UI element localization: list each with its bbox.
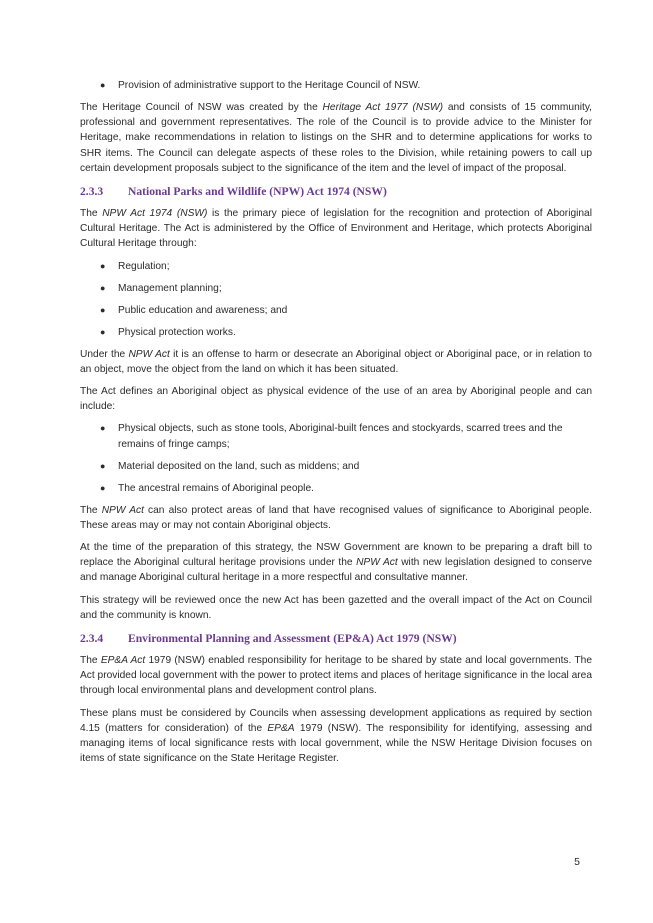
list-item [80, 421, 592, 451]
npw-paragraph-1: The NPW Act 1974 (NSW) is the primary piece of legislation for the recognition and protection of Aboriginal Cultural Heritage. The Act is administered by the Office of Environment and Heritage, which protects Aboriginal Cultural Heritage through: [80, 208, 592, 250]
section-heading-2-3-3 [80, 184, 592, 199]
list-item [80, 303, 592, 318]
bullet-icon: ● [100, 80, 106, 90]
epa-paragraph-2: These plans must be considered by Councils when assessing development applications as required by section 4.15 (matters for consideration) of the EP&A 1979 (NSW). The responsibility for identifying, assessing and managing items of local significance rests with local government, while the NSW Heritage Division focuses on items of state significance on the State Heritage Register. [80, 707, 592, 765]
list-item-text: Provision of administrative support to the Heritage Council of NSW. [118, 80, 421, 91]
act-reference: NPW Act [128, 348, 170, 360]
section-title: Environmental Planning and Assessment (EP&A) Act 1979 (NSW) [128, 632, 457, 646]
act-reference: NPW Act [101, 504, 144, 516]
list-item-text: Public education and awareness; and [118, 304, 288, 316]
act-reference: EP&A Act [100, 655, 146, 667]
bullet-icon: ● [100, 282, 106, 293]
bullet-icon: ● [100, 326, 106, 337]
section-title: National Parks and Wildlife (NPW) Act 1974 (NSW) [128, 185, 387, 199]
act-reference: EP&A [267, 722, 295, 734]
section-number: 2.3.4 [80, 632, 104, 646]
epa-paragraph-1: The EP&A Act 1979 (NSW) enabled responsibility for heritage to be shared by state and local governments. The Act provided local government with the power to protect items and places of heritage significance in the local area through local environmental plans and development control plans. [80, 655, 592, 697]
npw-protection-list [80, 259, 592, 340]
act-reference: Heritage Act 1977 (NSW) [322, 102, 444, 113]
list-item [80, 481, 592, 496]
list-item [80, 78, 592, 93]
list-item [80, 459, 592, 474]
heritage-council-paragraph: The Heritage Council of NSW was created by the Heritage Act 1977 (NSW) and consists of 15 community, professional and government representatives. The role of the Council is to provide advice to the Minister for Heritage, make recommendations in relation to listings on the SHR and to determine applications for works to SHR items. The Council can delegate aspects of these roles to the Division, while retaining powers to call up certain development proposals subject to the significance of the item and the level of impact of the proposal. [80, 102, 592, 174]
intro-bullet-list [80, 78, 592, 93]
bullet-icon: ● [100, 304, 106, 315]
page-number: 5 [574, 856, 580, 868]
npw-paragraph-3: The Act defines an Aboriginal object as physical evidence of the use of an area by Aboriginal people and can include: [80, 386, 592, 413]
list-item [80, 325, 592, 340]
bullet-icon: ● [100, 460, 106, 471]
bullet-icon: ● [100, 260, 106, 271]
npw-paragraph-4: The NPW Act can also protect areas of land that have recognised values of significance to Aboriginal people. These areas may or may not contain Aboriginal objects. [80, 504, 592, 531]
bullet-icon: ● [100, 482, 106, 493]
npw-paragraph-5: At the time of the preparation of this strategy, the NSW Government are known to be preparing a draft bill to replace the Aboriginal cultural heritage provisions under the NPW Act with new legislation designed to conserve and manage Aboriginal cultural heritage in a more respectful and consultative manner. [80, 542, 593, 584]
bullet-icon: ● [100, 423, 106, 434]
act-reference: NPW Act 1974 (NSW) [102, 208, 208, 220]
list-item-text: Physical protection works. [118, 326, 236, 338]
list-item [80, 281, 592, 296]
section-heading-2-3-4 [80, 631, 592, 646]
list-item [80, 259, 592, 274]
list-item-text: Physical objects, such as stone tools, Aboriginal-built fences and stockyards, scarred trees and the remains of fringe camps; [118, 423, 563, 450]
list-item-text: Management planning; [118, 282, 222, 294]
list-item-text: Material deposited on the land, such as middens; and [118, 460, 360, 472]
list-item-text: Regulation; [118, 260, 170, 272]
list-item-text: The ancestral remains of Aboriginal people. [118, 482, 314, 494]
act-reference: NPW Act [356, 557, 398, 569]
section-number: 2.3.3 [80, 185, 104, 199]
aboriginal-object-list [80, 421, 592, 495]
npw-paragraph-2: Under the NPW Act it is an offense to harm or desecrate an Aboriginal object or Aboriginal pace, or in relation to an object, move the object from the land on which it has been situated. [80, 348, 592, 375]
document-page [80, 78, 592, 773]
npw-paragraph-6: This strategy will be reviewed once the new Act has been gazetted and the overall impact of the Act on Council and the community is known. [80, 594, 592, 621]
